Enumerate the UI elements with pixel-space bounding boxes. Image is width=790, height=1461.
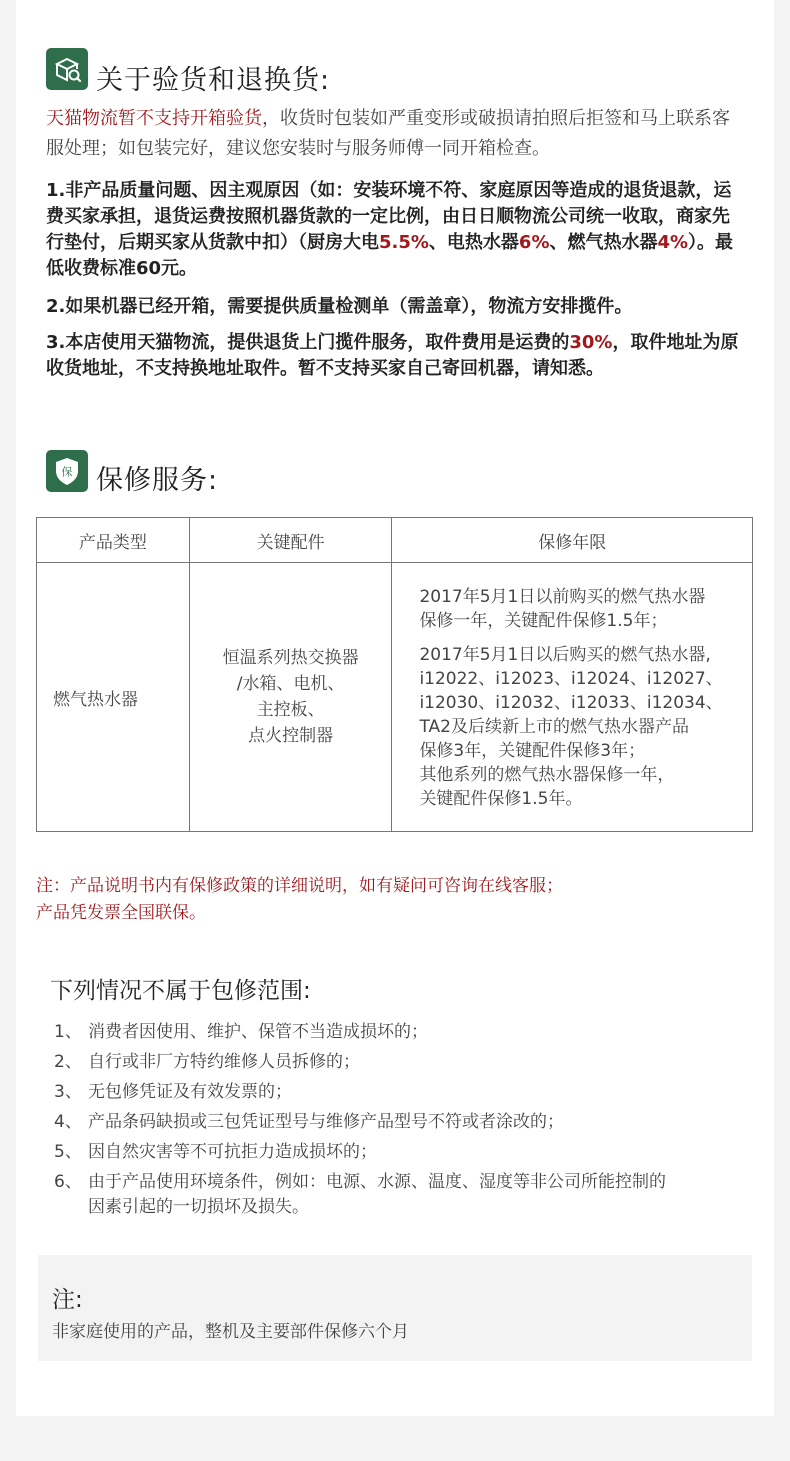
parts-line: 点火控制器 bbox=[248, 726, 334, 746]
period-line: 保修3年，关键配件保修3年； bbox=[419, 741, 646, 761]
rule1-pct-gas: 4% bbox=[657, 232, 689, 253]
item-text: 由于产品使用环境条件，例如：电源、水源、温度、湿度等非公司所能控制的 bbox=[88, 1172, 666, 1192]
period-line: i12022、i12023、i12024、i12027、 bbox=[419, 669, 723, 689]
period-line: 2017年5月1日以前购买的燃气热水器 bbox=[419, 587, 706, 607]
footnote-box bbox=[38, 1255, 752, 1361]
warranty-header-row bbox=[37, 518, 753, 563]
item-text: 消费者因使用、维护、保管不当造成损坏的； bbox=[88, 1022, 428, 1042]
item-number: 4、 bbox=[54, 1112, 82, 1132]
item-text: 因自然灾害等不可抗拒力造成损坏的； bbox=[88, 1142, 377, 1162]
warranty-title: 保修服务: bbox=[96, 465, 219, 496]
item-number: 1、 bbox=[54, 1022, 82, 1042]
intro-text: ，收货时包装如严重变形或破损请拍照后拒签和马上联系客服处理；如包装完好，建议您安装时与服务师傅一同开箱检查。 bbox=[46, 108, 730, 159]
parts-line: /水箱、电机、 bbox=[236, 674, 345, 694]
period-line: TA2及后续新上市的燃气热水器产品 bbox=[419, 717, 689, 737]
item-text: 因素引起的一切损坏及损失。 bbox=[88, 1197, 309, 1217]
item-number: 2、 bbox=[54, 1052, 82, 1072]
warranty-note bbox=[36, 873, 563, 927]
rule3-pct: 30% bbox=[569, 332, 613, 353]
rule1-pct-electric: 6% bbox=[518, 232, 550, 253]
list-item bbox=[54, 1050, 764, 1075]
note-line: 注：产品说明书内有保修政策的详细说明，如有疑问可咨询在线客服； bbox=[36, 876, 563, 896]
list-item bbox=[54, 1110, 764, 1135]
inspection-title: 关于验货和退换货: bbox=[96, 65, 331, 96]
return-rule-3 bbox=[46, 330, 746, 382]
exclusions-list bbox=[54, 1020, 764, 1225]
header-key-parts: 关键配件 bbox=[189, 518, 392, 563]
table-row bbox=[37, 563, 753, 832]
content-card bbox=[16, 0, 774, 1416]
cell-period bbox=[392, 563, 753, 832]
period-block-after-2017 bbox=[419, 643, 736, 811]
item-number: 5、 bbox=[54, 1142, 82, 1162]
period-block-before-2017 bbox=[419, 585, 736, 633]
item-number: 3、 bbox=[54, 1082, 82, 1102]
shield-icon bbox=[46, 450, 88, 492]
box-check-icon bbox=[46, 48, 88, 90]
parts-line: 主控板、 bbox=[256, 700, 325, 720]
footnote-text: 非家庭使用的产品，整机及主要部件保修六个月 bbox=[52, 1322, 409, 1342]
period-line: 关键配件保修1.5年。 bbox=[419, 789, 583, 809]
item-text: 产品条码缺损或三包凭证型号与维修产品型号不符或者涂改的； bbox=[88, 1112, 564, 1132]
list-item bbox=[54, 1020, 764, 1045]
list-item bbox=[54, 1080, 764, 1105]
header-warranty-period: 保修年限 bbox=[392, 518, 753, 563]
period-line: 其他系列的燃气热水器保修一年， bbox=[419, 765, 675, 785]
parts-line: 恒温系列热交换器 bbox=[222, 648, 359, 668]
item-text: 无包修凭证及有效发票的； bbox=[88, 1082, 292, 1102]
rule1-text-d: ）。最低收费标准60元。 bbox=[46, 232, 734, 279]
rule3-text-b: ，取件地址为原收货地址，不支持换地址取件。暂不支持买家自己寄回机器，请知悉。 bbox=[46, 332, 739, 379]
rule1-pct-kitchen: 5.5% bbox=[379, 232, 429, 253]
period-line: 2017年5月1日以后购买的燃气热水器, bbox=[419, 645, 711, 665]
return-rule-1 bbox=[46, 178, 746, 282]
header-product-type: 产品类型 bbox=[37, 518, 190, 563]
return-rule-2: 2.如果机器已经开箱，需要提供质量检测单（需盖章），物流方安排揽件。 bbox=[46, 296, 633, 317]
shield-glyph: 保 bbox=[61, 465, 73, 479]
intro-highlight: 天猫物流暂不支持开箱验货 bbox=[46, 108, 262, 129]
cell-parts bbox=[189, 563, 392, 832]
period-line: i12030、i12032、i12033、i12034、 bbox=[419, 693, 723, 713]
rule3-text-a: 3.本店使用天猫物流，提供退货上门揽件服务，取件费用是运费的 bbox=[46, 332, 570, 353]
period-line: 保修一年，关键配件保修1.5年； bbox=[419, 611, 668, 631]
rule1-text-a: 1.非产品质量问题、因主观原因（如：安装环境不符、家庭原因等造成的退货退款，运费买家承担，退货运费按照机器货款的一定比例，由日日顺物流公司统一收取，商家先行垫付，后期买家从货款中扣）（厨房大电 bbox=[46, 180, 732, 253]
exclusions-title: 下列情况不属于包修范围: bbox=[50, 978, 311, 1004]
rule1-text-c: 、燃气热水器 bbox=[549, 232, 658, 253]
rule1-text-b: 、电热水器 bbox=[428, 232, 519, 253]
list-item bbox=[54, 1170, 764, 1220]
item-number: 6、 bbox=[54, 1172, 82, 1192]
note-line: 产品凭发票全国联保。 bbox=[36, 903, 206, 923]
item-text: 自行或非厂方特约维修人员拆修的； bbox=[88, 1052, 360, 1072]
inspection-intro bbox=[46, 104, 746, 164]
list-item bbox=[54, 1140, 764, 1165]
footnote-title: 注: bbox=[52, 1287, 83, 1313]
cell-product: 燃气热水器 bbox=[37, 563, 190, 832]
warranty-table bbox=[36, 517, 753, 832]
